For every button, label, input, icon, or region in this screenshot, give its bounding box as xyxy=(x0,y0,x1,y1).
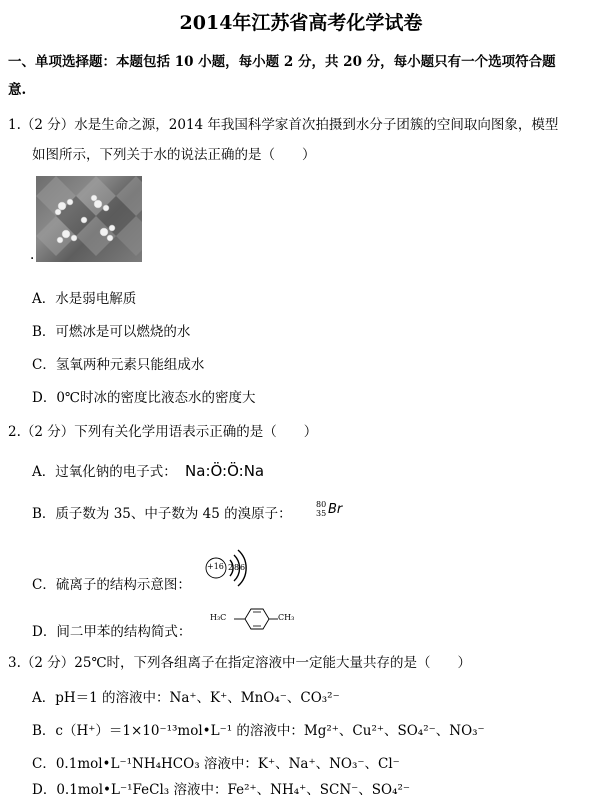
question-number: 1. xyxy=(8,117,21,133)
water-cluster-image xyxy=(36,176,142,262)
shell-1: 2 xyxy=(228,563,234,572)
question-score: （2 分） xyxy=(20,424,75,440)
atomic-number: 35 xyxy=(316,509,327,518)
nucleus-charge: +16 xyxy=(207,562,224,571)
option-b: B．c（H⁺）＝1×10⁻¹³mol•L⁻¹ 的溶液中：Mg²⁺、Cu²⁺、SO₄²⁻、NO₃⁻ xyxy=(32,723,485,739)
question-3-stem xyxy=(8,651,471,671)
question-score: （2 分） xyxy=(20,117,75,133)
question-text: 25℃时，下列各组离子在指定溶液中一定能大量共存的是（ ） xyxy=(74,655,472,671)
figure-dot: . xyxy=(30,247,35,263)
option-a: A．水是弱电解质 xyxy=(32,291,137,307)
section-heading: 一、单项选择题：本题包括 10 小题，每小题 2 分，共 20 分，每小题只有一个选项符合题 xyxy=(8,54,556,70)
section-heading-cont: 意. xyxy=(8,82,27,98)
option-b: B．质子数为 35、中子数为 45 的溴原子： xyxy=(32,506,292,522)
question-text: 水是生命之源，2014 年我国科学家首次拍摄到水分子团簇的空间取向图象，模型 xyxy=(74,117,559,133)
sulfide-ion-diagram xyxy=(204,540,264,596)
option-a: A．pH＝1 的溶液中：Na⁺、K⁺、MnO₄⁻、CO₃²⁻ xyxy=(32,690,340,706)
left-methyl: H₃C xyxy=(210,613,227,622)
option-b: B．可燃冰是可以燃烧的水 xyxy=(32,324,191,340)
option-c: C．硫离子的结构示意图： xyxy=(32,577,191,593)
option-d: D．间二甲苯的结构简式： xyxy=(32,624,192,640)
option-d: D．0℃时冰的密度比液态水的密度大 xyxy=(32,390,256,406)
question-number: 3. xyxy=(8,655,21,671)
m-xylene-structure xyxy=(210,604,300,634)
question-1-stem xyxy=(8,113,558,133)
electron-formula: Na:Ö:Ö:Na xyxy=(185,462,265,480)
question-number: 2. xyxy=(8,424,21,440)
shell-3: 6 xyxy=(240,563,246,572)
element-symbol: Br xyxy=(328,502,343,517)
option-c: C．0.1mol•L⁻¹NH₄HCO₃ 溶液中：K⁺、Na⁺、NO₃⁻、Cl⁻ xyxy=(32,756,400,772)
nuclide-numbers xyxy=(316,500,326,518)
right-methyl: CH₃ xyxy=(278,613,295,622)
shell-2: 8 xyxy=(234,563,240,572)
mass-number: 80 xyxy=(316,500,327,509)
paper-title: 2014年江苏省高考化学试卷 xyxy=(179,12,423,34)
question-text: 下列有关化学用语表示正确的是（ ） xyxy=(74,424,318,440)
question-score: （2 分） xyxy=(20,655,75,671)
option-a: A．过氧化钠的电子式： Na:Ö:Ö:Na xyxy=(32,462,265,480)
option-c: C．氢氧两种元素只能组成水 xyxy=(32,357,205,373)
option-d: D．0.1mol•L⁻¹FeCl₃ 溶液中：Fe²⁺、NH₄⁺、SCN⁻、SO₄²⁻ xyxy=(32,782,411,798)
question-2-stem xyxy=(8,420,317,440)
water-cluster-figure xyxy=(36,176,142,262)
question-1-stem-cont: 如图所示，下列关于水的说法正确的是（ ） xyxy=(32,147,316,163)
